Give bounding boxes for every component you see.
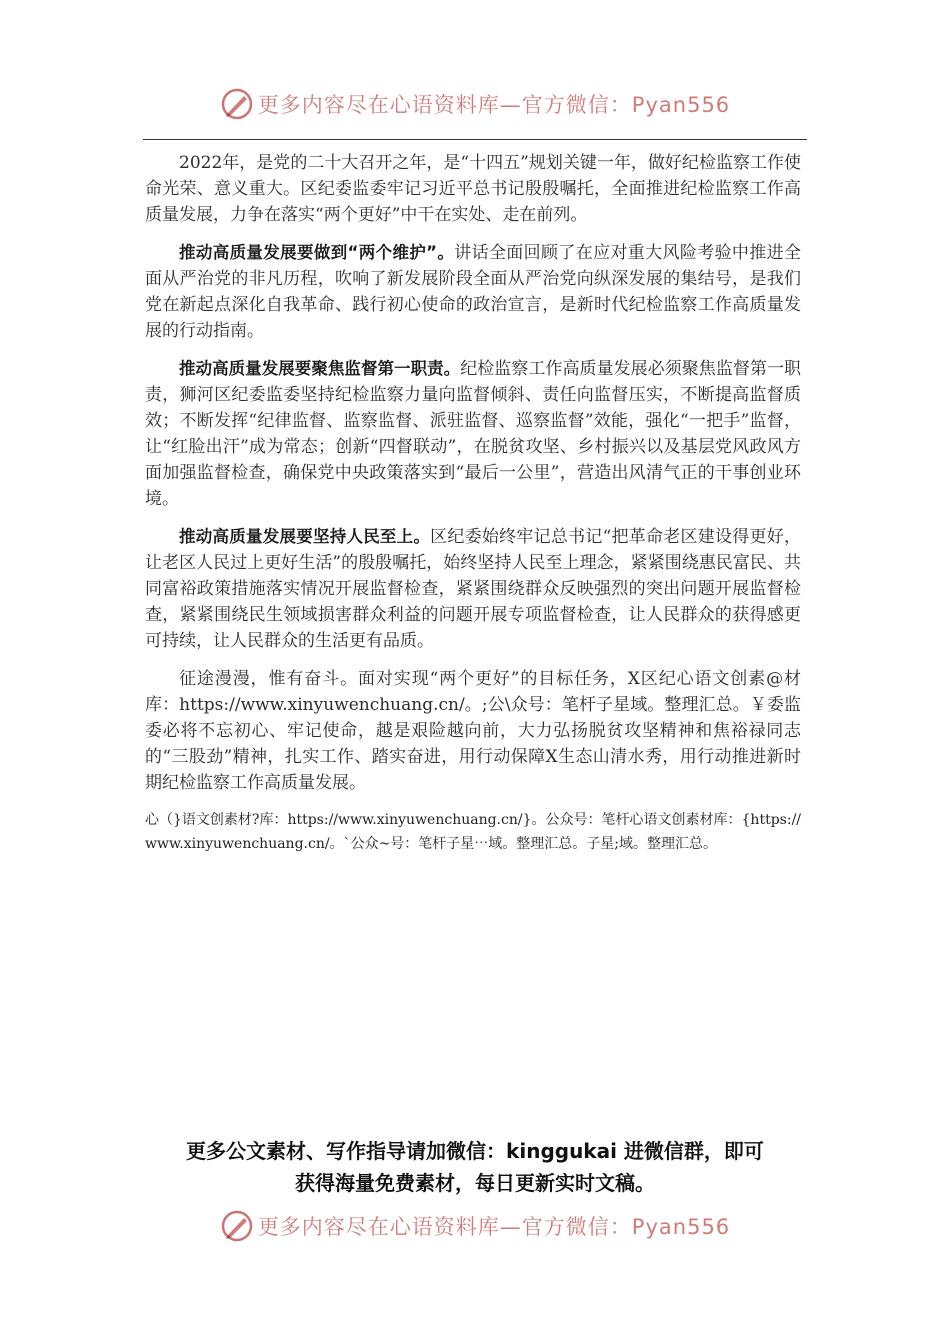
header-divider — [143, 139, 807, 140]
promo-text — [120, 1135, 830, 1199]
promo-line-2: 获得海量免费素材，每日更新实时文稿。 — [295, 1171, 655, 1195]
paragraph-text: 纪检监察工作高质量发展必须聚焦监督第一职责，狮河区纪委监委坚持纪检监察力量向监督倾斜、责任向监督压实，不断提高监督质效；不断发挥“纪律监督、监察监督、派驻监督、巡察监督”效能，强化“一把手”监督，让“红脸出汗”成为常态；创新“四督联动”，在脱贫攻坚、乡村振兴以及基层党风政风方面加强监督检查，确保党中央政策落实到“最后一公里”，营造出风清气正的干事创业环境。 — [145, 359, 802, 509]
header-banner — [0, 84, 950, 124]
paragraph-people-first — [145, 524, 801, 654]
source-note: 心（}语文创素材?库：https://www.xinyuwenchuang.cn/}。公众号：笔杆心语文创素材库：{https://www.xinyuwenchuang.cn/。`公众~号：笔杆子星⋯域。整理汇总。子星;域。整理汇总。 — [145, 812, 801, 852]
paragraph-heading: 推动高质量发展要做到“两个维护”。 — [179, 243, 455, 262]
paragraph-intro: 2022年，是党的二十大召开之年，是“十四五”规划关键一年，做好纪检监察工作使命光荣、意义重大。区纪委监委牢记习近平总书记殷殷嘱托，全面推进纪检监察工作高质量发展，力争在落实“两个更好”中干在实处、走在前列。 — [145, 153, 801, 225]
paragraph-text: 讲话全面回顾了在应对重大风险考验中推进全面从严治党的非凡历程，吹响了新发展阶段全面从严治党向纵深发展的集结号，是我们党在新起点深化自我革命、践行初心使命的政治宣言，是新时代纪检监察工作高质量发展的行动指南。 — [145, 243, 801, 341]
paragraph-two-maintain — [145, 240, 801, 344]
paragraph-heading: 推动高质量发展要聚焦监督第一职责。 — [179, 359, 461, 378]
paragraph-heading: 推动高质量发展要坚持人民至上。 — [179, 527, 431, 546]
promo-line-1: 更多公文素材、写作指导请加微信：kinggukai 进微信群，即可 — [186, 1139, 764, 1163]
paragraph-conclusion: 征途漫漫，惟有奋斗。面对实现“两个更好”的目标任务，X区纪心语文创素@材库：https://www.xinyuwenchuang.cn/。;公\众号：笔杆子星域。整理汇总。￥委监委必将不忘初心、牢记使命，越是艰险越向前，大力弘扬脱贫攻坚精神和焦裕禄同志的“三股劲”精神，扎实工作、踏实奋进，用行动保障X生态山清水秀，用行动推进新时期纪检监察工作高质量发展。 — [145, 669, 801, 793]
paragraph-supervision — [145, 356, 801, 512]
footer-banner — [0, 1206, 950, 1246]
pen-logo-icon — [220, 87, 254, 121]
footer-banner-text: 更多内容尽在心语资料库—官方微信：Pyan556 — [257, 1215, 731, 1239]
document-body — [145, 150, 801, 856]
paragraph-text: 区纪委始终牢记总书记“把革命老区建设得更好，让老区人民过上更好生活”的殷殷嘱托，始终坚持人民至上理念，紧紧围绕惠民富民、共同富裕政策措施落实情况开展监督检查，紧紧围绕群众反映强烈的突出问题开展监督检查，紧紧围绕民生领域损害群众利益的问题开展专项监督检查，让人民群众的获得感更可持续，让人民群众的生活更有品质。 — [145, 527, 801, 651]
header-banner-text: 更多内容尽在心语资料库—官方微信：Pyan556 — [257, 93, 731, 117]
pen-logo-icon — [220, 1209, 254, 1243]
